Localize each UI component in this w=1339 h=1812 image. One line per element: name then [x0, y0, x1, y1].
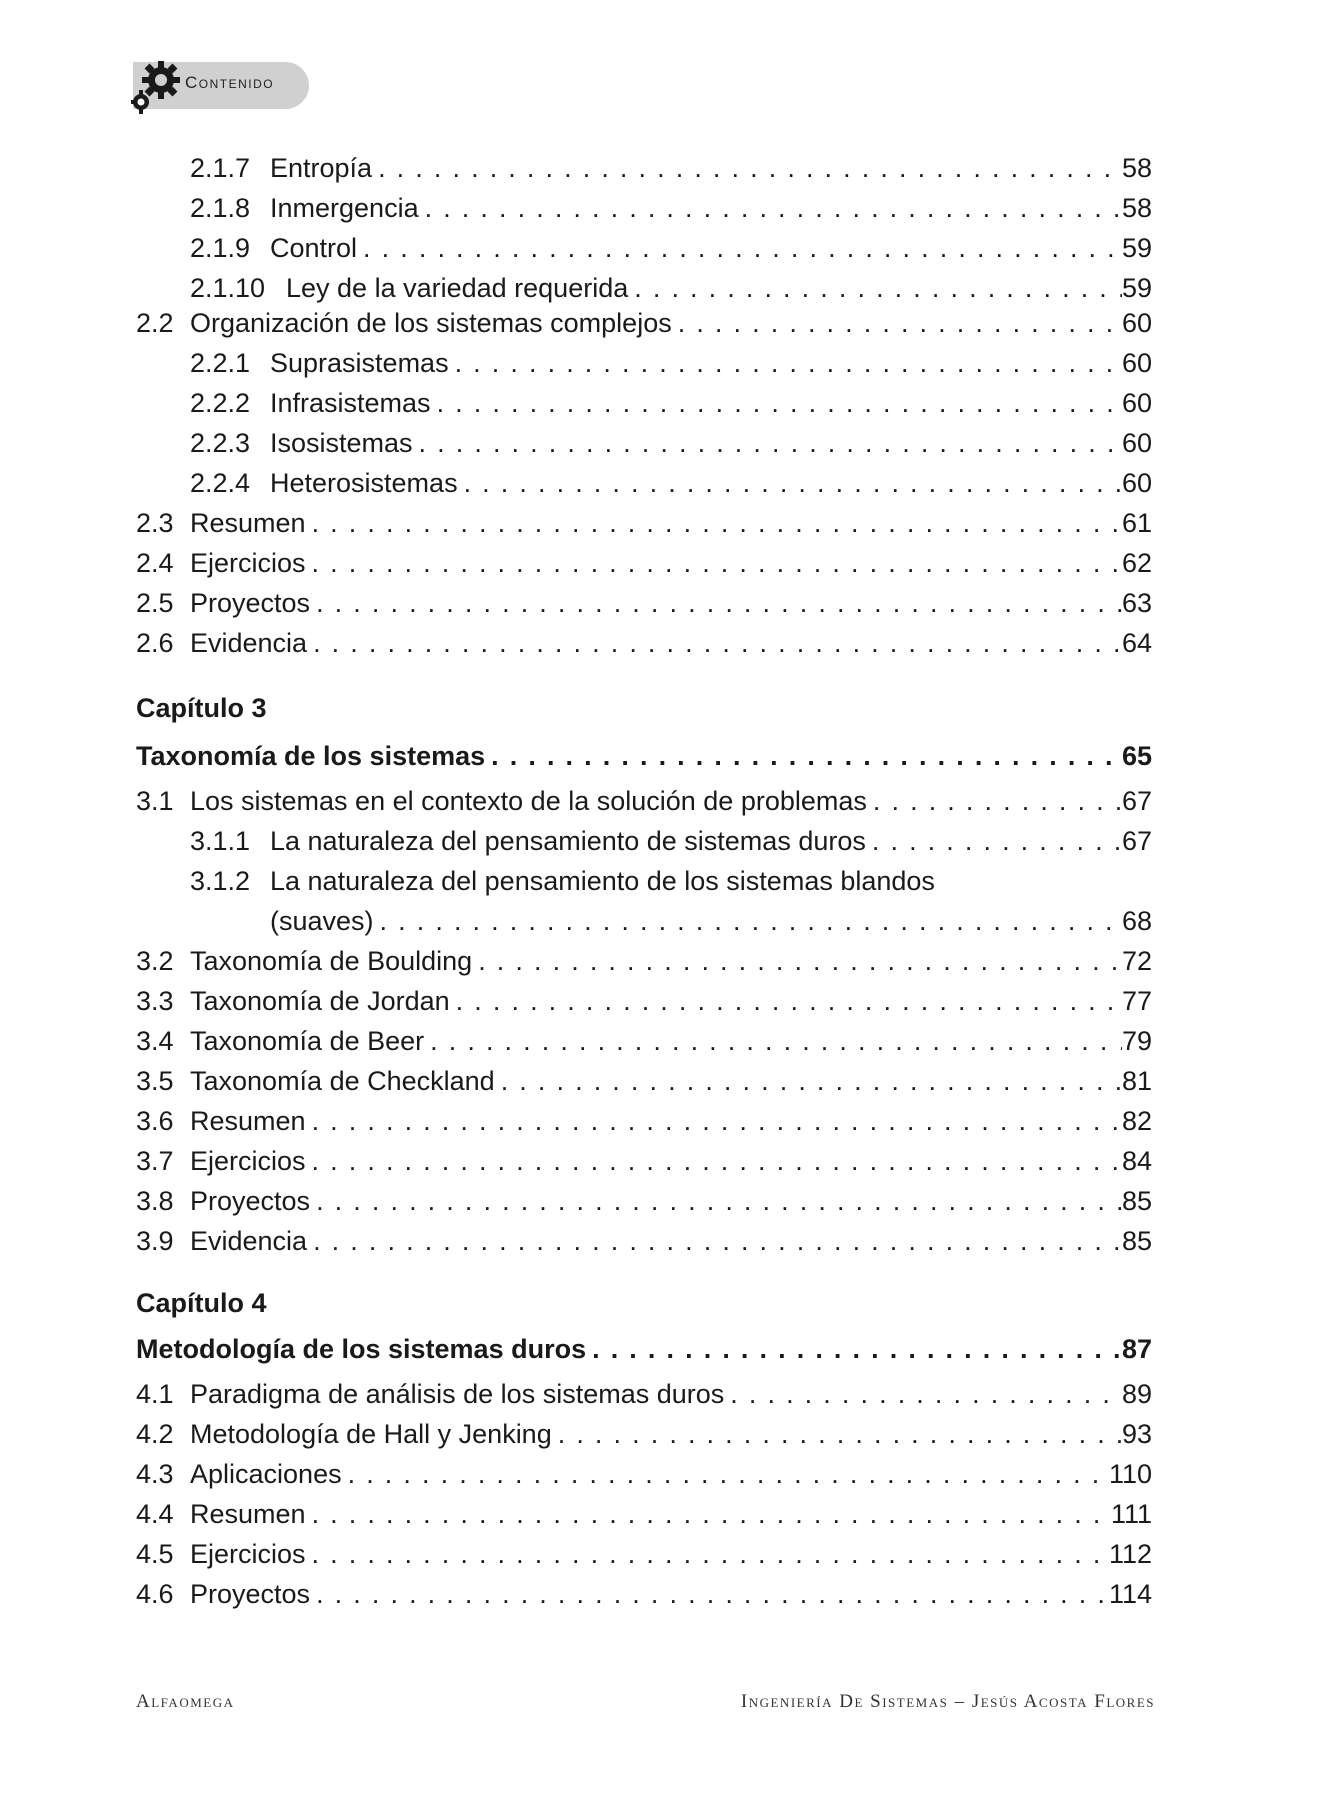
toc-entry	[190, 346, 1152, 380]
entry-page: 63	[1121, 588, 1152, 618]
entry-page: 61	[1121, 508, 1152, 538]
dot-leader	[501, 1064, 1122, 1098]
entry-number: 4.5	[136, 1539, 174, 1569]
entry-number: 2.1.7	[190, 153, 251, 183]
entry-page: 112	[1108, 1539, 1152, 1569]
entry-title: Control	[270, 233, 358, 263]
entry-number: 3.5	[136, 1066, 174, 1096]
toc-entry	[190, 824, 1152, 858]
entry-title: Taxonomía de Checkland	[190, 1066, 495, 1096]
toc-entry	[190, 231, 1152, 265]
entry-title-continuation: (suaves)	[270, 906, 374, 936]
dot-leader	[313, 1224, 1122, 1258]
chapter-title: Metodología de los sistemas duros	[136, 1334, 587, 1364]
entry-number: 2.1.9	[190, 233, 251, 263]
dot-leader	[312, 506, 1122, 540]
toc-entry	[136, 1224, 1152, 1258]
dot-leader	[378, 151, 1122, 185]
entry-title: Los sistemas en el contexto de la solución de problemas	[190, 786, 867, 816]
entry-number: 2.2.2	[190, 388, 251, 418]
entry-page: 93	[1121, 1419, 1152, 1449]
toc-entry-continuation	[270, 904, 1152, 938]
entry-page: 85	[1121, 1186, 1152, 1216]
dot-leader	[730, 1377, 1122, 1411]
chapter-4-heading	[136, 1332, 1152, 1366]
entry-title: Inmergencia	[270, 193, 419, 223]
entry-title: Taxonomía de Jordan	[190, 986, 450, 1016]
toc-entry-wrapped	[190, 864, 935, 898]
entry-page: 68	[1121, 906, 1152, 936]
entry-page: 64	[1121, 628, 1152, 658]
entry-page: 60	[1121, 388, 1152, 418]
entry-page: 77	[1121, 986, 1152, 1016]
dot-leader	[678, 306, 1122, 340]
dot-leader	[312, 1497, 1111, 1531]
entry-number: 2.2.3	[190, 428, 251, 458]
entry-page: 58	[1121, 153, 1152, 183]
chapter-page: 87	[1121, 1334, 1152, 1364]
dot-leader	[380, 904, 1122, 938]
chapter-title: Taxonomía de los sistemas	[136, 741, 486, 771]
entry-title: La naturaleza del pensamiento de sistemas duros	[270, 826, 866, 856]
toc-entry	[136, 506, 1152, 540]
entry-number: 4.4	[136, 1499, 174, 1529]
footer-book-title: Ingeniería De Sistemas – Jesús Acosta Flores	[740, 1691, 1155, 1712]
entry-page: 67	[1121, 786, 1152, 816]
dot-leader	[316, 1184, 1122, 1218]
entry-title: Resumen	[190, 508, 306, 538]
dot-leader	[419, 426, 1122, 460]
entry-title: Entropía	[270, 153, 373, 183]
entry-number: 3.1	[136, 786, 174, 816]
entry-page: 110	[1108, 1459, 1152, 1489]
entry-page: 59	[1121, 273, 1152, 303]
toc-entry	[136, 944, 1152, 978]
entry-page: 60	[1121, 428, 1152, 458]
entry-number: 3.7	[136, 1146, 174, 1176]
toc-entry	[136, 1377, 1152, 1411]
entry-number: 3.6	[136, 1106, 174, 1136]
entry-title: Ejercicios	[190, 1539, 306, 1569]
entry-number: 2.6	[136, 628, 174, 658]
dot-leader	[464, 466, 1122, 500]
chapter-4-label: Capítulo 4	[136, 1288, 267, 1318]
entry-title: La naturaleza del pensamiento de los sistemas blandos	[270, 866, 935, 896]
entry-page: 111	[1110, 1499, 1152, 1529]
entry-page: 85	[1121, 1226, 1152, 1256]
entry-number: 4.6	[136, 1579, 174, 1609]
dot-leader	[313, 626, 1122, 660]
footer-publisher: Alfaomega	[136, 1691, 235, 1712]
entry-number: 4.3	[136, 1459, 174, 1489]
entry-page: 89	[1121, 1379, 1152, 1409]
toc-entry	[190, 426, 1152, 460]
entry-title: Taxonomía de Beer	[190, 1026, 425, 1056]
dot-leader	[634, 271, 1122, 305]
entry-title: Ejercicios	[190, 548, 306, 578]
toc-entry	[136, 1064, 1152, 1098]
entry-page: 82	[1121, 1106, 1152, 1136]
dot-leader	[873, 784, 1122, 818]
dot-leader	[558, 1417, 1122, 1451]
dot-leader	[478, 944, 1122, 978]
toc-entry	[190, 191, 1152, 225]
entry-number: 2.1.10	[190, 273, 266, 303]
page-title: Contenido	[185, 73, 275, 92]
entry-title: Heterosistemas	[270, 468, 458, 498]
entry-title: Paradigma de análisis de los sistemas duros	[190, 1379, 725, 1409]
entry-number: 2.3	[136, 508, 174, 538]
entry-title: Resumen	[190, 1499, 306, 1529]
entry-title: Metodología de Hall y Jenking	[190, 1419, 552, 1449]
entry-page: 84	[1121, 1146, 1152, 1176]
dot-leader	[425, 191, 1122, 225]
entry-number: 3.3	[136, 986, 174, 1016]
dot-leader	[312, 1144, 1122, 1178]
entry-page: 67	[1121, 826, 1152, 856]
entry-title: Evidencia	[190, 628, 308, 658]
entry-page: 79	[1121, 1026, 1152, 1056]
entry-number: 2.2	[136, 308, 174, 338]
entry-page: 60	[1121, 348, 1152, 378]
toc-entry	[136, 784, 1152, 818]
entry-page: 81	[1121, 1066, 1152, 1096]
entry-number: 2.2.4	[190, 468, 251, 498]
entry-number: 3.4	[136, 1026, 174, 1056]
entry-number: 4.1	[136, 1379, 174, 1409]
dot-leader	[872, 824, 1122, 858]
toc-entry	[190, 151, 1152, 185]
entry-page: 114	[1108, 1579, 1152, 1609]
toc-entry	[136, 1184, 1152, 1218]
entry-page: 62	[1121, 548, 1152, 578]
toc-entry	[190, 271, 1152, 305]
entry-number: 3.1.1	[190, 826, 251, 856]
entry-title: Taxonomía de Boulding	[190, 946, 473, 976]
toc-entry	[136, 1417, 1152, 1451]
entry-number: 2.1.8	[190, 193, 251, 223]
dot-leader	[363, 231, 1122, 265]
toc-entry	[136, 1577, 1152, 1611]
entry-title: Evidencia	[190, 1226, 308, 1256]
entry-page: 60	[1121, 308, 1152, 338]
chapter-3-heading	[136, 739, 1152, 773]
entry-title: Aplicaciones	[190, 1459, 342, 1489]
entry-number: 3.2	[136, 946, 174, 976]
dot-leader	[456, 984, 1122, 1018]
toc-entry	[136, 1457, 1152, 1491]
toc-entry	[136, 1144, 1152, 1178]
chapter-page: 65	[1121, 741, 1152, 771]
entry-page: 72	[1121, 946, 1152, 976]
entry-page: 59	[1121, 233, 1152, 263]
toc-entry	[136, 546, 1152, 580]
toc-entry	[136, 984, 1152, 1018]
entry-title: Proyectos	[190, 588, 311, 618]
entry-page: 58	[1121, 193, 1152, 223]
entry-title: Infrasistemas	[270, 388, 431, 418]
dot-leader	[316, 586, 1122, 620]
entry-number: 2.2.1	[190, 348, 251, 378]
entry-number: 2.4	[136, 548, 174, 578]
toc-entry	[190, 386, 1152, 420]
toc-entry	[136, 1497, 1152, 1531]
entry-page: 60	[1121, 468, 1152, 498]
dot-leader	[316, 1577, 1109, 1611]
dot-leader	[312, 546, 1122, 580]
entry-number: 2.5	[136, 588, 174, 618]
entry-title: Ejercicios	[190, 1146, 306, 1176]
entry-number: 3.9	[136, 1226, 174, 1256]
toc-entry	[136, 626, 1152, 660]
entry-number: 3.8	[136, 1186, 174, 1216]
dot-leader	[312, 1104, 1122, 1138]
dot-leader	[430, 1024, 1122, 1058]
entry-title: Isosistemas	[270, 428, 413, 458]
toc-entry	[136, 1024, 1152, 1058]
dot-leader	[491, 739, 1122, 773]
entry-number: 4.2	[136, 1419, 174, 1449]
toc-entry	[190, 466, 1152, 500]
entry-title: Organización de los sistemas complejos	[190, 308, 672, 338]
entry-title: Proyectos	[190, 1186, 311, 1216]
chapter-3-label: Capítulo 3	[136, 693, 267, 723]
entry-number: 3.1.2	[190, 866, 251, 896]
toc-entry	[136, 1104, 1152, 1138]
dot-leader	[348, 1457, 1109, 1491]
dot-leader	[592, 1332, 1122, 1366]
dot-leader	[455, 346, 1122, 380]
entry-title: Resumen	[190, 1106, 306, 1136]
toc-entry	[136, 306, 1152, 340]
entry-title: Suprasistemas	[270, 348, 449, 378]
toc-entry	[136, 586, 1152, 620]
entry-title: Proyectos	[190, 1579, 311, 1609]
toc-entry	[136, 1537, 1152, 1571]
dot-leader	[437, 386, 1122, 420]
dot-leader	[312, 1537, 1109, 1571]
entry-title: Ley de la variedad requerida	[286, 273, 629, 303]
